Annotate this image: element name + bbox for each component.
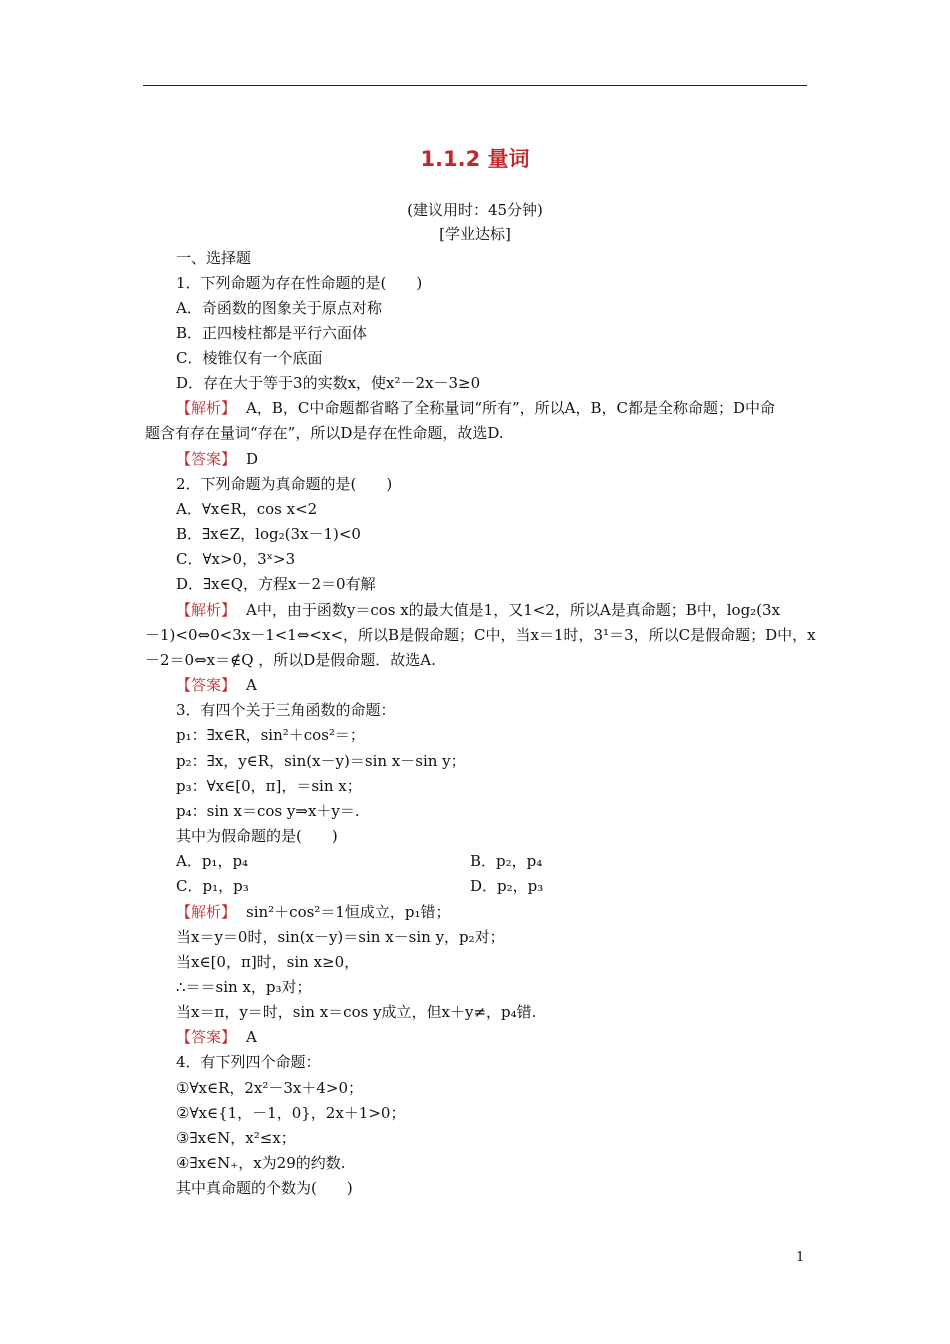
line-text: 其中真命题的个数为( ) [176,1179,353,1197]
text-line [176,549,295,569]
text-line [176,1128,296,1148]
text-line [176,273,422,293]
line-text: 当x＝π，y＝时，sin x＝cos y成立，但x＋y≠，p₄错. [176,1003,537,1021]
page-title: 1.1.2 量词 [420,147,530,171]
answer-tag: 【答案】 [176,1028,237,1046]
line-text: B．∃x∈Z，log₂(3x－1)<0 [176,525,361,543]
text-line [176,700,396,720]
text-line [176,524,361,544]
text-line [176,323,367,343]
line-text: A [246,1028,257,1046]
line-text: ∴＝＝sin x，p₃对； [176,978,312,996]
answer-tag: 【解析】 [176,601,237,619]
text-line [176,1153,346,1173]
text-line [176,977,312,997]
text-line [145,650,436,670]
text-line [176,1052,321,1072]
time-note: (建议用时：45分钟) [407,201,543,219]
line-text: 当x＝y＝0时，sin(x－y)＝sin x－sin y，p₂对； [176,928,505,946]
text-line [145,625,816,645]
line-text: D．p₂，p₃ [470,877,544,895]
line-text: 1．下列命题为存在性命题的是( ) [176,274,423,292]
line-text: p₄：sin x＝cos y⇒x＋y＝. [176,802,360,820]
line-text: ①∀x∈R，2x²－3x＋4>0； [176,1079,364,1097]
text-line [176,449,258,469]
text-line [176,1178,353,1198]
line-text: D [246,450,259,468]
text-line [470,876,543,896]
line-text: C．p₁，p₃ [176,877,249,895]
line-text: A．∀x∈R，cos x<2 [176,500,318,518]
answer-tag: 【答案】 [176,450,237,468]
section-label: [学业达标] [439,225,511,243]
text-line [176,776,362,796]
line-text: 4．有下列四个命题： [176,1053,321,1071]
text-line [176,801,360,821]
answer-tag: 【答案】 [176,676,237,694]
line-text: A [246,676,257,694]
text-line [176,1078,363,1098]
line-text: －1)<0⇔0<3x－1<1⇔<x<，所以B是假命题；C中，当x＝1时，3¹＝3，所以C是假命题；D中，x [145,626,816,644]
line-text: C．棱锥仅有一个底面 [176,349,323,367]
text-line [145,423,504,443]
answer-tag: 【解析】 [176,399,237,417]
line-text: 题含有存在量词“存在”，所以D是存在性命题，故选D. [145,424,504,442]
line-text: ③∃x∈N，x²≤x； [176,1129,296,1147]
text-line [176,927,505,947]
line-text: p₃：∀x∈[0，π]，＝sin x； [176,777,362,795]
text-line [176,600,780,620]
line-text: sin²＋cos²＝1恒成立，p₁错； [246,903,451,921]
text-line [176,373,480,393]
line-text: B．p₂，p₄ [470,852,543,870]
line-text: 当x∈[0，π]时，sin x≥0， [176,953,360,971]
text-line [176,751,466,771]
text-line [176,298,382,318]
page-number: 1 [796,1250,805,1265]
line-text: p₂：∃x，y∈R，sin(x－y)＝sin x－sin y； [176,752,466,770]
text-line [176,902,451,922]
header-rule [143,85,807,86]
line-text: D．∃x∈Q，方程x－2＝0有解 [176,575,376,593]
line-text: B．正四棱柱都是平行六面体 [176,324,368,342]
line-text: 2．下列命题为真命题的是( ) [176,475,393,493]
text-line [470,851,542,871]
text-line [176,499,317,519]
answer-tag: 【解析】 [176,903,237,921]
text-line [176,474,392,494]
line-text: A中，由于函数y＝cos x的最大值是1，又1<2，所以A是真命题；B中，log₂(3x [246,601,781,619]
text-line [176,248,251,268]
line-text: C．∀x>0，3ˣ>3 [176,550,296,568]
line-text: p₁：∃x∈R，sin²＋cos²＝； [176,726,365,744]
text-line [176,675,257,695]
line-text: ④∃x∈N₊，x为29的约数. [176,1154,346,1172]
text-line [176,1027,257,1047]
line-text: 其中为假命题的是( ) [176,827,338,845]
line-text: A．奇函数的图象关于原点对称 [176,299,382,317]
line-text: －2＝0⇔x＝∉Q ，所以D是假命题．故选A. [145,651,436,669]
line-text: ②∀x∈{1，－1，0}，2x＋1>0； [176,1104,406,1122]
text-line [176,398,775,418]
text-line [176,348,322,368]
line-text: A．p₁，p₄ [176,852,249,870]
text-line [176,1103,405,1123]
text-line [176,851,248,871]
line-text: A，B，C中命题都省略了全称量词“所有”，所以A，B，C都是全称命题；D中命 [246,399,776,417]
text-line [176,574,376,594]
text-line [176,725,365,745]
line-text: 3．有四个关于三角函数的命题： [176,701,396,719]
text-line [176,1002,536,1022]
text-line [176,826,338,846]
line-text: D．存在大于等于3的实数x，使x²－2x－3≥0 [176,374,481,392]
text-line [176,952,359,972]
text-line [176,876,249,896]
line-text: 一、选择题 [176,249,252,267]
